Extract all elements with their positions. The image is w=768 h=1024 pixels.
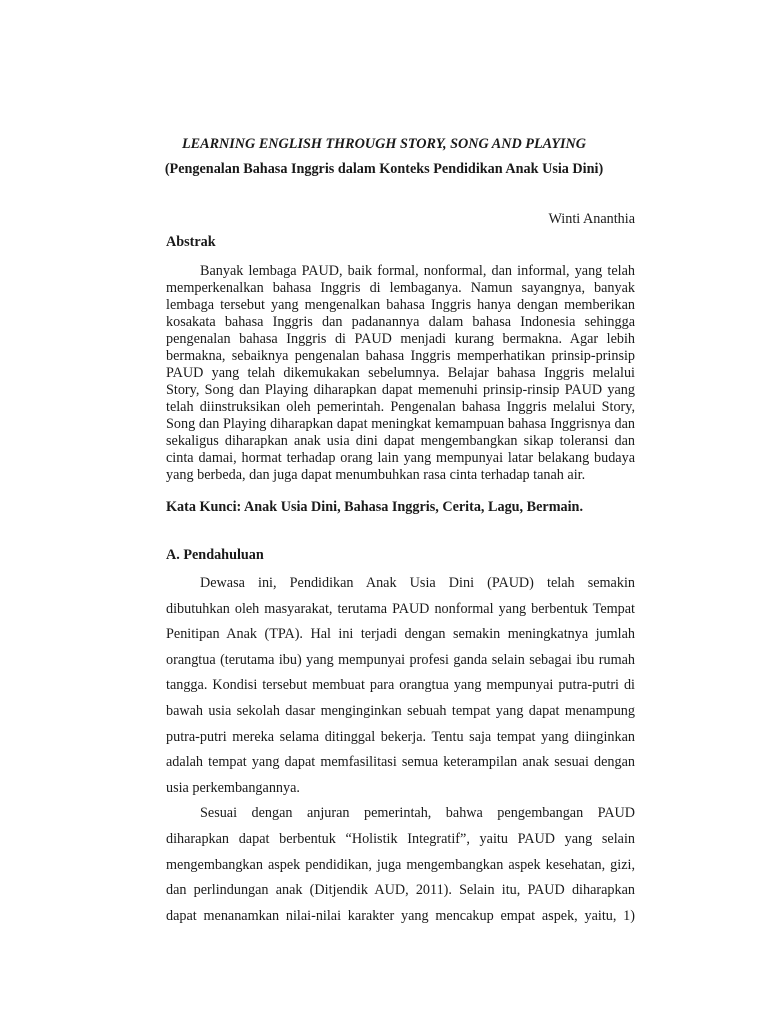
paper-subtitle: (Pengenalan Bahasa Inggris dalam Konteks Pendidikan Anak Usia Dini) <box>164 161 604 177</box>
body-line: dan perlindungan anak (Ditjendik AUD, 2011). Selain itu, PAUD diharapkan <box>166 882 635 899</box>
section-body <box>166 571 635 929</box>
author-name: Winti Ananthia <box>548 211 635 227</box>
section-heading: A. Pendahuluan <box>166 547 264 563</box>
abstract-heading: Abstrak <box>166 234 216 250</box>
body-line: mengembangkan aspek pendidikan, juga mengembangkan aspek kesehatan, gizi, <box>166 856 635 873</box>
abstract-body <box>166 263 635 484</box>
paper-title: LEARNING ENGLISH THROUGH STORY, SONG AND PLAYING <box>181 136 586 152</box>
abstract-line: telah diinstruksikan oleh pemerintah. Pengenalan bahasa Inggris melalui Story, <box>166 399 635 415</box>
abstract-line: Banyak lembaga PAUD, baik formal, nonformal, dan informal, yang telah <box>200 263 635 279</box>
body-line: Dewasa ini, Pendidikan Anak Usia Dini (PAUD) telah semakin <box>200 575 635 591</box>
body-line: dibutuhkan oleh masyarakat, terutama PAUD nonformal yang berbentuk Tempat <box>166 600 635 617</box>
abstract-line: pengenalan bahasa Inggris di PAUD menjadi kurang bermakna. Agar lebih <box>166 331 635 347</box>
abstract-line: kosakata bahasa Inggris dan padanannya dalam bahasa Indonesia sehingga <box>166 314 635 330</box>
body-line: tangga. Kondisi tersebut membuat para orangtua yang mempunyai putra-putri di <box>166 677 635 694</box>
body-line: usia perkembangannya. <box>166 779 300 796</box>
abstract-line: sekaligus diharapkan anak usia dini dapat mengembangkan sikap toleransi dan <box>166 433 635 449</box>
body-line: putra-putri mereka selama ditinggal bekerja. Tentu saja tempat yang diinginkan <box>166 728 635 745</box>
body-line: bawah usia sekolah dasar menginginkan sebuah tempat yang dapat menampung <box>166 702 635 719</box>
abstract-line: Story, Song dan Playing diharapkan dapat memenuhi prinsip-rinsip PAUD yang <box>166 382 635 398</box>
abstract-line: Song dan Playing diharapkan dapat meningkat kemampuan bahasa Inggrisnya dan <box>166 416 635 432</box>
body-line: dapat menanamkan nilai-nilai karakter yang mencakup empat aspek, yaitu, 1) <box>166 907 635 924</box>
abstract-line: PAUD yang telah dikemukakan sebelumnya. Belajar bahasa Inggris melalui <box>166 365 635 381</box>
body-line: Penitipan Anak (TPA). Hal ini terjadi dengan semakin meningkatnya jumlah <box>166 626 635 643</box>
abstract-line: yang berbeda, dan juga dapat menumbuhkan rasa cinta terhadap tanah air. <box>166 467 586 483</box>
abstract-line: memperkenalkan bahasa Inggris di lembaganya. Namun sayangnya, banyak <box>166 280 635 296</box>
body-line: adalah tempat yang dapat memfasilitasi semua keterampilan anak sesuai dengan <box>166 754 635 771</box>
body-line: orangtua (terutama ibu) yang mempunyai profesi ganda selain sebagai ibu rumah <box>166 651 635 668</box>
body-line: Sesuai dengan anjuran pemerintah, bahwa pengembangan PAUD <box>200 805 635 822</box>
abstract-line: lembaga tersebut yang mengenalkan bahasa Inggris hanya dengan memberikan <box>166 297 635 313</box>
abstract-line: cinta damai, hormat terhadap orang lain yang mempunyai latar belakang budaya <box>166 450 635 466</box>
keywords: Kata Kunci: Anak Usia Dini, Bahasa Inggris, Cerita, Lagu, Bermain. <box>166 499 583 515</box>
body-line: diharapkan dapat berbentuk “Holistik Integratif”, yaitu PAUD yang selain <box>166 830 635 847</box>
abstract-line: bermakna, sebaiknya pengenalan bahasa Inggris memperhatikan prinsip-prinsip <box>166 348 635 364</box>
